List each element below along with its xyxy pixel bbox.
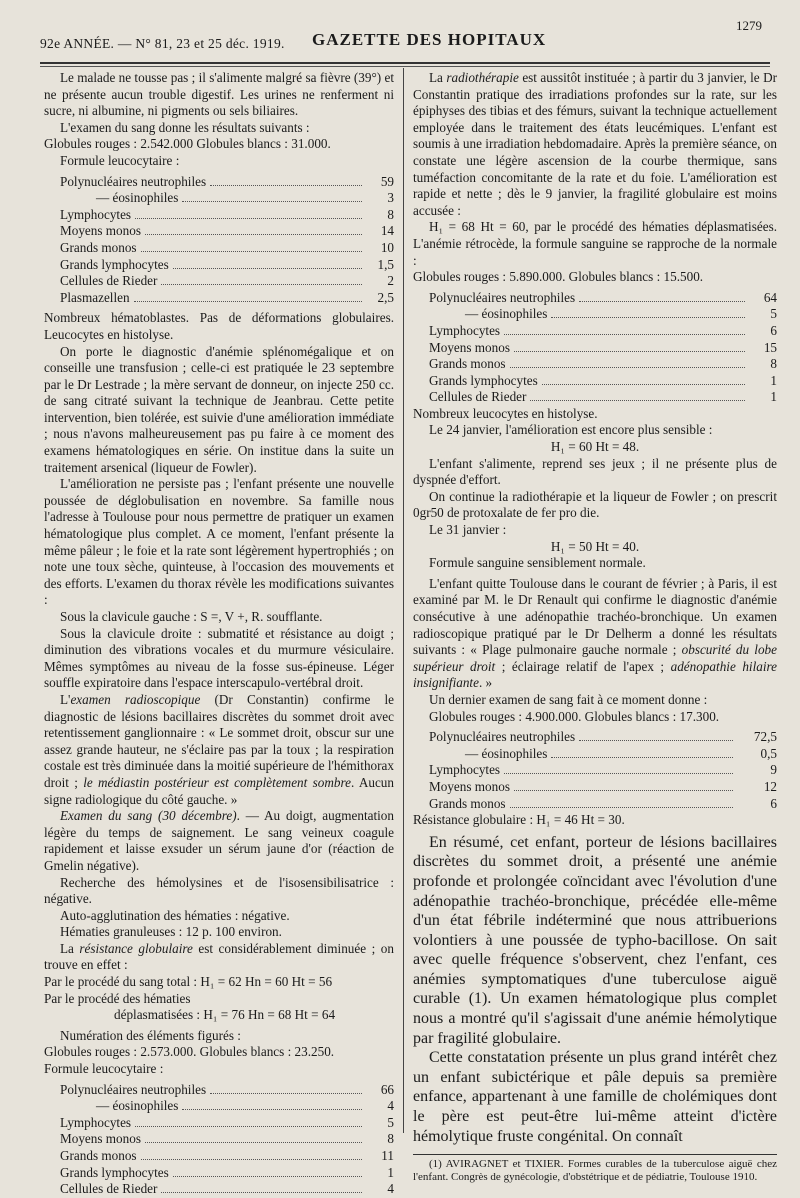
summary-paragraph: En résumé, cet enfant, porteur de lésions bacillaires discrètes du sommet droit, a présenté une anémie profonde et prolongée coïncidant avec l'évolution d'une adénopathie trachéo-bronchique, précédée elle-même d'un état fébrile indéterminé que nous attribuerions volontiers à une poussée de typho-bacillose. On sait avec quelle fréquence s'observent, chez l'enfant, ces anémies symptomatiques d'une tuberculose aiguë curable (1). Un examen hématologique plus complet nous a montré qu'il s'agissait d'une anémie hémolytique par fragilité globulaire. — [413, 833, 777, 1047]
paragraph: L'enfant s'alimente, reprend ses jeux ; il ne présente plus de dyspnée d'effort. — [413, 455, 777, 488]
paragraph: Sous la clavicule gauche : S =, V +, R. soufflante. — [60, 609, 323, 624]
paragraph: Globules rouges : 2.542.000 Globules blancs : 31.000. — [44, 136, 331, 152]
journal-title: GAZETTE DES HOPITAUX — [312, 30, 547, 49]
paragraph: Formule leucocytaire : — [44, 1061, 164, 1077]
paragraph: Par le procédé des hématies — [44, 990, 191, 1006]
paragraph: La radiothérapie est aussitôt instituée ; à partir du 3 janvier, le Dr Constantin pratique des irradiations profondes sur la rate, sur les épiphyses des tibias et des fémurs, suivant la technique actuellement employée dans le traitement des états leucémiques. L'enfant est soumis à une irradiation hebdomadaire. Après la première séance, on constate une légère ascension de la courbe thermique, sans tuméfaction concomitante de la rate et du foie. L'amélioration est rapide et nette ; dès le 9 janvier, la fragilité globulaire est moins accusée : — [413, 70, 777, 218]
leucocyte-formula-3 — [413, 290, 777, 406]
paragraph: Sous la clavicule droite : submatité et résistance au doigt ; diminution des vibrations vocales et du murmure vésiculaire. Mêmes symptômes au niveau de la fosse sus-épineuse. Léger souffle expiratoire dans l'espace interscapulo-vertébral droit. — [44, 625, 394, 691]
formula-row: Moyens monos 8 — [60, 1131, 394, 1147]
paragraph: L'examen radioscopique (Dr Constantin) confirme le diagnostic de lésions bacillaires discrètes du sommet droit avec retentissement ganglionnaire : « Le sommet droit, obscur sur une assez grande hauteur, ne s'éclaire pas par la toux ; la respiration costale est très diminuée dans la moitié supérieure de l'hémithorax droit ; le médiastin postérieur est complètement sombre. Aucun signe radiologique du côté gauche. » — [44, 691, 394, 807]
formula-row: — éosinophiles 5 — [465, 306, 777, 322]
paragraph: La résistance globulaire est considérablement diminuée ; on trouve en effet : — [44, 940, 394, 973]
formula-row: Grands lymphocytes 1 — [60, 1164, 394, 1180]
header-rule-thin — [40, 66, 770, 67]
page-number: 1279 — [736, 18, 762, 33]
formula-row: Polynucléaires neutrophiles 59 — [60, 173, 394, 189]
formula-row: Moyens monos 15 — [429, 339, 777, 355]
formula-row: Lymphocytes 6 — [429, 322, 777, 338]
formula-row: Moyens monos 14 — [60, 223, 394, 239]
column-divider — [403, 68, 404, 1133]
paragraph: Hématies granuleuses : 12 p. 100 environ. — [60, 924, 282, 940]
formula-row: Plasmazellen 2,5 — [60, 289, 394, 305]
paragraph: L'enfant quitte Toulouse dans le courant de février ; à Paris, il est examiné par M. le Dr Renault qui confirme le diagnostic d'anémie consécutive à une adénopathie trachéo-bronchique. Un examen radioscopique pratiqué par le Dr Delherm a donné les résultats suivants : « Plage pulmonaire gauche normale ; obscurité du lobe supérieur droit ; éclairage relatif de l'apex ; adénopathie hilaire insignifiante. » — [413, 575, 777, 691]
paragraph: L'amélioration ne persiste pas ; l'enfant présente une nouvelle poussée de déglobulisation en novembre. Sa famille nous l'adresse à Toulouse pour nous permettre de pratiquer un examen hématologique plus complet. A ce moment, l'enfant présente la même pâleur ; le foie et la rate sont légèrement hypertrophiés ; on note une toux sèche, quinteuse, à l'occasion des mouvements et des efforts. L'examen du thorax révèle les modifications suivantes : — [44, 476, 394, 608]
formula-row: Grands monos 8 — [429, 356, 777, 372]
paragraph: H₁ = 60 Ht = 48. — [550, 439, 640, 455]
paragraph: Recherche des hémolysines et de l'isosensibilisatrice : négative. — [44, 874, 394, 907]
paragraph: H₁ = 50 Ht = 40. — [550, 538, 640, 554]
paragraph: On porte le diagnostic d'anémie splénomégalique et on conseille une transfusion ; celle-ci est pratiquée le 23 septembre par le Dr Lestrade ; la mère servant de donneur, on injecte 250 cc. de sang citraté suivant la technique de Jeanbrau. Cette petite intervention, bien tolérée, est suivie d'une amélioration immédiate ; nous n'avons malheureusement pas pu faire à ce moment des examens hématologiques en série. On institue dans la suite un traitement arsenical (liqueur de Fowler). — [44, 343, 394, 475]
paragraph: déplasmatisées : H₁ = 76 Hn = 68 Ht = 64 — [114, 1007, 336, 1023]
paragraph: Numération des éléments figurés : — [60, 1027, 241, 1043]
paragraph: L'examen du sang donne les résultats suivants : — [60, 119, 310, 135]
paragraph: Nombreux hématoblastes. Pas de déformations globulaires. Leucocytes en histolyse. — [44, 310, 394, 342]
formula-row: Polynucléaires neutrophiles 64 — [429, 289, 777, 305]
formula-row: Lymphocytes 9 — [429, 762, 777, 778]
formula-row: — éosinophiles 0,5 — [465, 745, 777, 761]
paragraph: Globules rouges : 4.900.000. Globules blancs : 17.300. — [429, 708, 720, 724]
formula-row: — éosinophiles 3 — [96, 190, 394, 206]
page-header — [40, 14, 770, 60]
formula-row: Polynucléaires neutrophiles 72,5 — [429, 729, 777, 745]
paragraph: Un dernier examen de sang fait à ce moment donne : — [429, 691, 708, 707]
paragraph: On continue la radiothérapie et la liqueur de Fowler ; on prescrit 0gr50 de protoxalate de fer pro die. — [413, 488, 777, 521]
formula-row: Grands monos 10 — [60, 239, 394, 255]
paragraph: Le malade ne tousse pas ; il s'alimente malgré sa fièvre (39°) et ne présente aucun trouble digestif. Les urines ne renferment ni sucre, ni albumine, ni pigments ou sels biliaires. — [44, 70, 394, 119]
formula-row: Grands monos 11 — [60, 1148, 394, 1163]
header-rule — [40, 62, 770, 64]
paragraph: Par le procédé du sang total : H₁ = 62 Hn = 60 Ht = 56 — [44, 974, 333, 990]
paragraph: Nombreux leucocytes en histolyse. — [413, 405, 598, 421]
summary-paragraph: Cette constatation présente un plus grand intérêt chez un enfant subictérique et pâle depuis sa première enfance, appartenant à une famille de cholémiques dont le père est peut-être lui-même atteint d'ictère hémolytique fruste congénital. On connaît — [413, 1049, 777, 1145]
formula-row: Cellules de Rieder 1 — [429, 389, 777, 405]
right-column — [413, 70, 777, 1184]
formula-row: Grands lymphocytes 1,5 — [60, 256, 394, 272]
footnote-rule — [413, 1154, 777, 1155]
formula-row: Moyens monos 12 — [429, 778, 777, 794]
formula-row: Lymphocytes 5 — [60, 1114, 394, 1130]
formula-row: Lymphocytes 8 — [60, 206, 394, 222]
formula-row: Grands monos 6 — [429, 795, 777, 811]
leucocyte-formula-4 — [413, 729, 777, 812]
issue-info: 92e ANNÉE. — N° 81, 23 et 25 déc. 1919. — [40, 36, 285, 51]
paragraph: Formule sanguine sensiblement normale. — [429, 555, 646, 571]
formula-row: Cellules de Rieder 4 — [60, 1181, 394, 1197]
paragraph: H₁ = 68 Ht = 60, par le procédé des hématies déplasmatisées. L'anémie rétrocède, la formule sanguine se rapproche de la normale : — [413, 219, 777, 268]
paragraph: Formule leucocytaire : — [60, 152, 180, 168]
paragraph: Résistance globulaire : H₁ = 46 Ht = 30. — [413, 812, 625, 828]
paragraph: Examen du sang (30 décembre). — Au doigt, augmentation légère du temps de saignement. Le sang veineux coagule rapidement et laisse exsuder un sérum jaune d'or (réaction de Gmelin négative). — [44, 808, 394, 873]
paragraph: Le 31 janvier : — [429, 522, 507, 538]
formula-row: Grands lymphocytes 1 — [429, 372, 777, 388]
formula-row: Cellules de Rieder 2 — [60, 273, 394, 289]
formula-row: Polynucléaires neutrophiles 66 — [60, 1081, 394, 1097]
paragraph: Auto-agglutination des hématies : négative. — [60, 907, 290, 923]
paragraph: Le 24 janvier, l'amélioration est encore plus sensible : — [429, 422, 713, 438]
formula-row: — éosinophiles 4 — [96, 1098, 394, 1114]
left-column — [44, 70, 394, 1198]
footnote: (1) AVIRAGNET et TIXIER. Formes curables de la tuberculose aiguë chez l'enfant. Congrès de gynécologie, d'obstétrique et de pédiatrie, Toulouse 1910. — [413, 1158, 777, 1184]
paragraph: Globules rouges : 2.573.000. Globules blancs : 23.250. — [44, 1044, 335, 1060]
leucocyte-formula-1 — [44, 174, 394, 307]
paragraph: Globules rouges : 5.890.000. Globules blancs : 15.500. — [413, 269, 704, 285]
leucocyte-formula-2 — [44, 1082, 394, 1198]
